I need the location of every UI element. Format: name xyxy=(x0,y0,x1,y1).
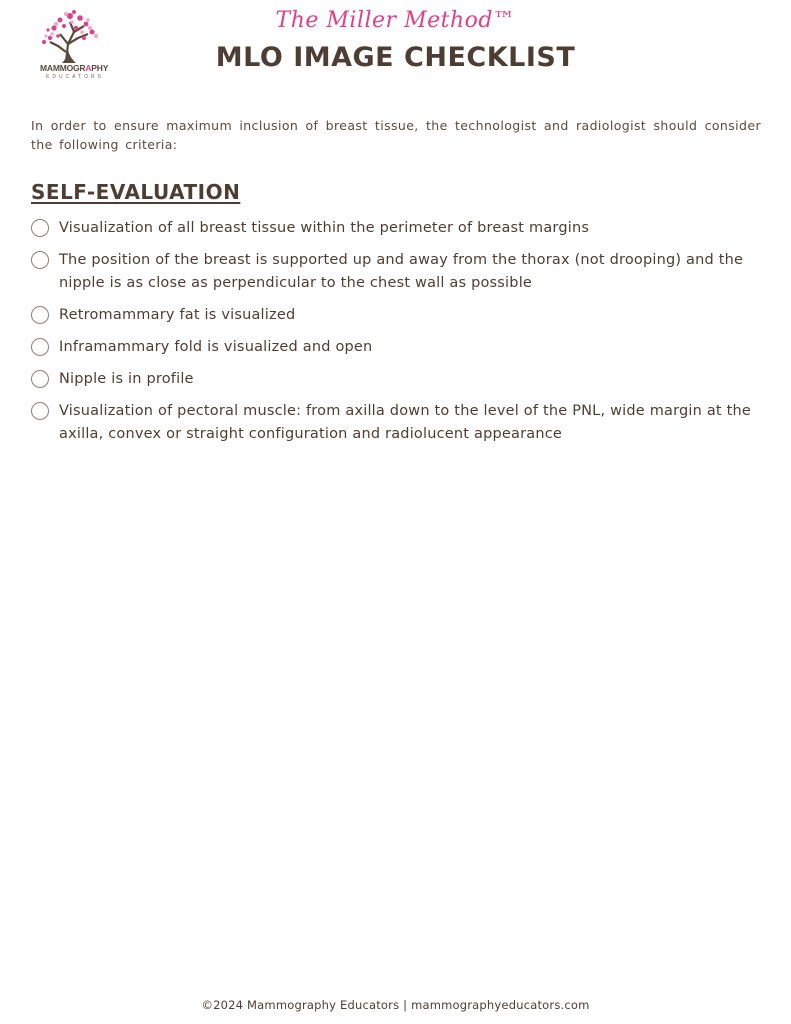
checklist-item[interactable] xyxy=(31,368,761,391)
checklist-item-text: Retromammary fat is visualized xyxy=(59,307,296,323)
checklist-item[interactable] xyxy=(31,336,761,359)
logo-text-main: MAMMOGR xyxy=(40,63,86,73)
radio-circle-icon[interactable] xyxy=(31,338,49,356)
checklist-item[interactable] xyxy=(31,304,761,327)
checklist xyxy=(31,217,761,455)
footer: ©2024 Mammography Educators | mammographyeducators.com xyxy=(201,998,590,1012)
checklist-item-text: Nipple is in profile xyxy=(59,371,194,387)
checklist-item-text: Visualization of pectoral muscle: from axilla down to the level of the PNL, wide margin at the axilla, convex or straight configuration and radiolucent appearance xyxy=(59,403,752,442)
checklist-item-text: Inframammary fold is visualized and open xyxy=(59,339,373,355)
logo-subtitle: EDUCATORS xyxy=(46,74,104,80)
logo-ribbon-letter: A xyxy=(85,63,92,73)
page-title: MLO IMAGE CHECKLIST xyxy=(215,42,576,73)
checklist-item[interactable] xyxy=(31,217,761,240)
section-title: SELF-EVALUATION xyxy=(31,180,241,204)
radio-circle-icon[interactable] xyxy=(31,219,49,237)
checklist-item[interactable] xyxy=(31,249,761,295)
radio-circle-icon[interactable] xyxy=(31,306,49,324)
radio-circle-icon[interactable] xyxy=(31,402,49,420)
script-title: The Miller Method™ xyxy=(275,8,516,33)
logo-text-end: PHY xyxy=(91,63,109,73)
checklist-item-text: The position of the breast is supported up and away from the thorax (not drooping) and the nipple is as close as perpendicular to the chest wall as possible xyxy=(59,252,744,291)
intro-paragraph: In order to ensure maximum inclusion of breast tissue, the technologist and radiologist should consider the following criteria: xyxy=(31,118,761,152)
checklist-item[interactable] xyxy=(31,400,761,446)
radio-circle-icon[interactable] xyxy=(31,370,49,388)
radio-circle-icon[interactable] xyxy=(31,251,49,269)
checklist-item-text: Visualization of all breast tissue within the perimeter of breast margins xyxy=(59,220,590,236)
